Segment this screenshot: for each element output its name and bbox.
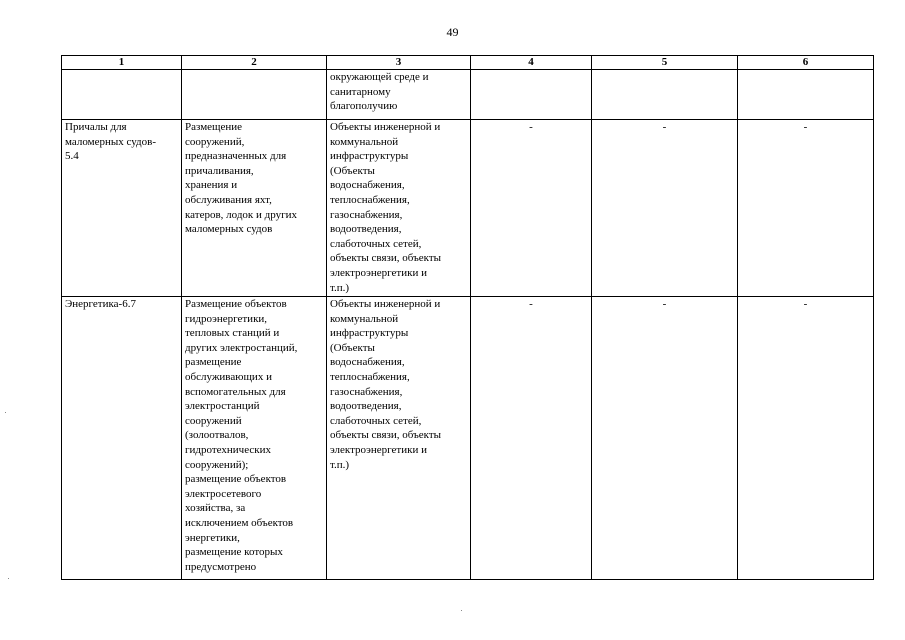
cell-dash: - bbox=[529, 298, 533, 310]
page-number: 49 bbox=[446, 25, 459, 39]
column-header-4: 4 bbox=[471, 56, 592, 70]
table-cell bbox=[62, 120, 182, 297]
land-use-type: Энергетика-6.7 bbox=[65, 298, 136, 310]
cell-dash: - bbox=[662, 121, 667, 133]
land-use-description: Размещение сооружений, предназначенных для причаливания, хранения и обслуживания яхт, катеров, лодок и других маломерных судов bbox=[185, 121, 298, 236]
column-header-2: 2 bbox=[182, 56, 327, 70]
table-cell bbox=[62, 297, 182, 580]
cell-dash: - bbox=[662, 298, 667, 310]
table-cell bbox=[327, 70, 471, 120]
cell-dash: - bbox=[529, 121, 533, 133]
table-cell bbox=[182, 297, 327, 580]
column-header-3: 3 bbox=[327, 56, 471, 70]
permitted-objects: Объекты инженерной и коммунальной инфраструктуры (Объекты водоснабжения, теплоснабжения, газоснабжения, водоотведения, слаботочных сетей, объекты связи, объекты электроэнергетики и т.п.) bbox=[330, 121, 442, 294]
table-row-moorings bbox=[62, 120, 874, 297]
table-cell bbox=[471, 120, 592, 297]
table-cell bbox=[738, 70, 874, 120]
table-cell bbox=[471, 297, 592, 580]
scan-speck bbox=[8, 578, 9, 579]
permitted-objects: Объекты инженерной и коммунальной инфраструктуры (Объекты водоснабжения, теплоснабжения, газоснабжения, водоотведения, слаботочных сетей, объекты связи, объекты электроэнергетики и т.п.) bbox=[330, 298, 442, 471]
table-cell bbox=[592, 70, 738, 120]
table-cell bbox=[182, 70, 327, 120]
scan-speck bbox=[5, 412, 6, 413]
table-cell bbox=[738, 297, 874, 580]
table-cell bbox=[327, 120, 471, 297]
table-cell bbox=[592, 120, 738, 297]
table-cell bbox=[62, 70, 182, 120]
column-header-1: 1 bbox=[62, 56, 182, 70]
land-use-type: Причалы для маломерных судов- 5.4 bbox=[65, 121, 157, 163]
table-cell bbox=[471, 70, 592, 120]
column-header-6: 6 bbox=[738, 56, 874, 70]
table-cell bbox=[182, 120, 327, 297]
column-header-5: 5 bbox=[592, 56, 738, 70]
cell-text: окружающей среде и санитарному благополучию bbox=[330, 71, 429, 113]
cell-dash: - bbox=[803, 298, 808, 310]
zoning-table bbox=[61, 55, 874, 580]
table-cell bbox=[738, 120, 874, 297]
table-row-continuation bbox=[62, 70, 874, 120]
table-row-energy bbox=[62, 297, 874, 580]
land-use-description: Размещение объектов гидроэнергетики, тепловых станций и других электростанций, размещение обслуживающих и вспомогательных для электростанций сооружений (золоотвалов, гидротехнических сооружений); размещение объектов электросетевого хозяйства, за исключением объектов энергетики, размещение которых предусмотрено bbox=[185, 298, 298, 573]
table-header-row bbox=[62, 56, 874, 70]
table-cell bbox=[592, 297, 738, 580]
scan-speck bbox=[461, 610, 462, 611]
cell-dash: - bbox=[803, 121, 808, 133]
table-cell bbox=[327, 297, 471, 580]
